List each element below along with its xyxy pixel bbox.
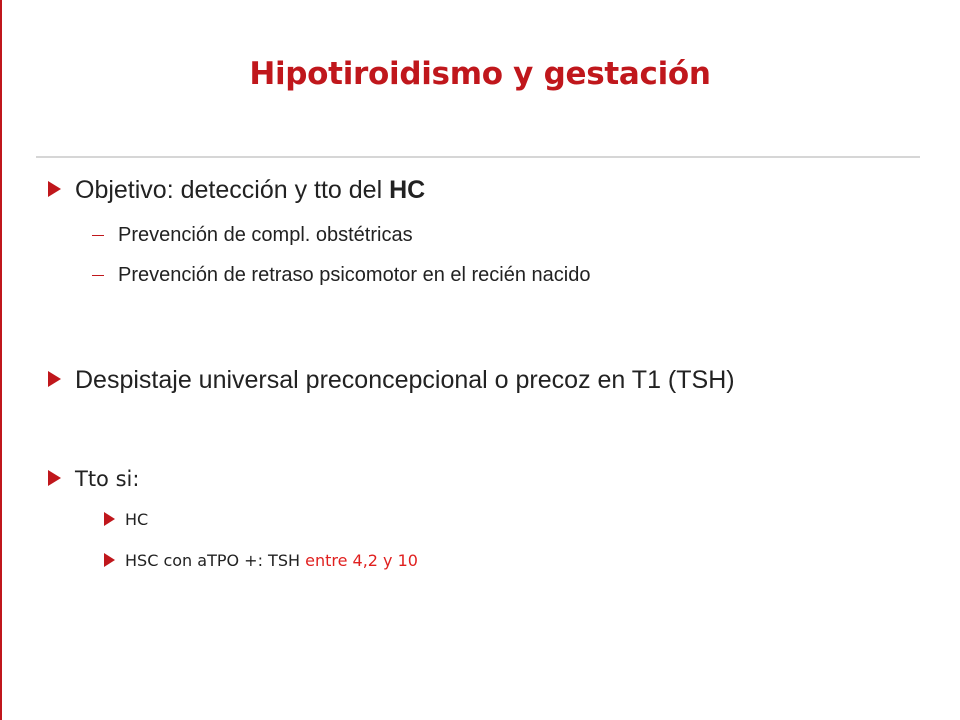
dash-bullet-icon [92,275,104,276]
subitem-hc [104,510,148,529]
bullet-despistaje-text: Despistaje universal preconcepcional o precoz en T1 (TSH) [75,366,735,394]
arrow-bullet-icon [104,553,115,567]
bullet-tto [48,467,139,491]
subitem-retraso-text: Prevención de retraso psicomotor en el recién nacido [118,264,591,286]
subitem-hc-text: HC [125,510,149,529]
arrow-bullet-icon [48,371,61,387]
subitem-hsc-highlight: entre 4,2 y 10 [305,551,418,570]
arrow-bullet-icon [48,470,61,486]
left-border [0,0,2,720]
arrow-bullet-icon [104,512,115,526]
subitem-hsc-text: HSC con aTPO +: TSH [125,551,306,570]
subitem-complicaciones-text: Prevención de compl. obstétricas [118,224,413,246]
bullet-tto-text: Tto si: [75,467,140,491]
bullet-objetivo [48,176,425,205]
subitem-retraso [92,264,590,287]
dash-bullet-icon [92,235,104,236]
slide-title: Hipotiroidismo y gestación [249,56,711,92]
subitem-complicaciones [92,224,413,247]
bullet-objetivo-text: Objetivo: detección y tto del [75,176,390,204]
arrow-bullet-icon [48,181,61,197]
bullet-despistaje [48,366,735,395]
subitem-hsc [104,551,418,570]
bullet-objetivo-bold: HC [389,176,426,204]
title-divider [36,156,920,158]
